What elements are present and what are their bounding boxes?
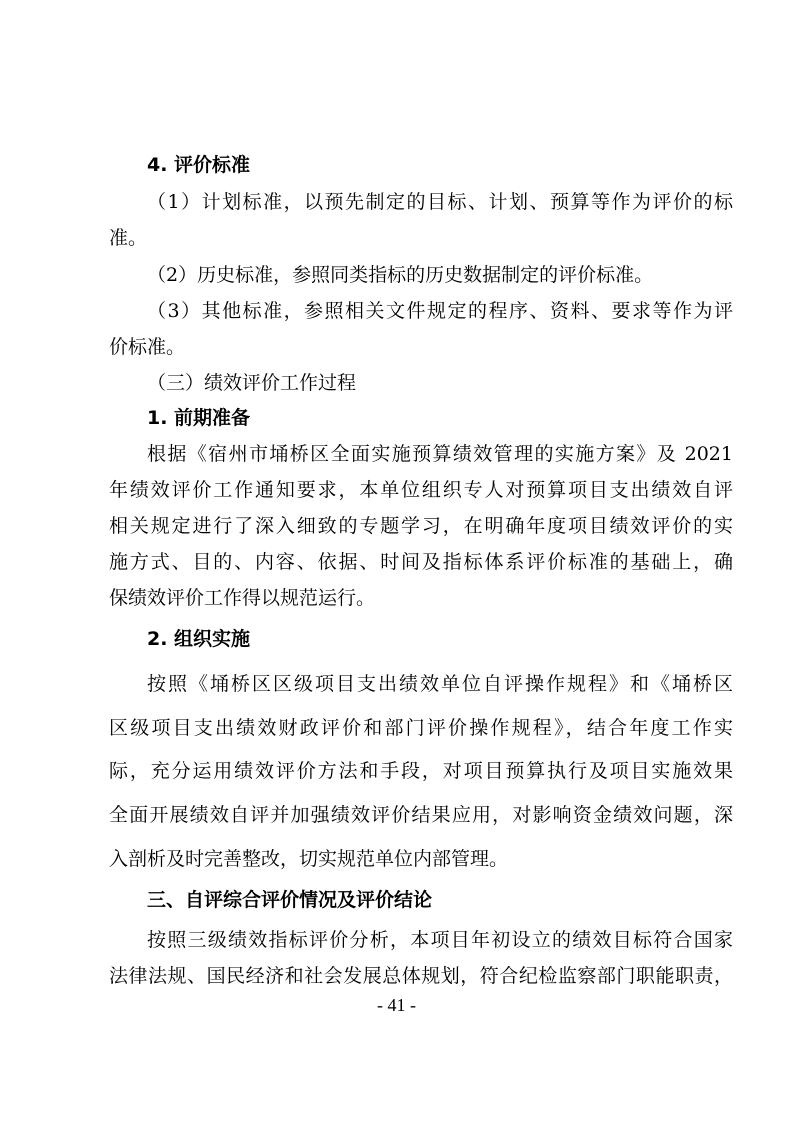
section-heading-preparation: 1. 前期准备 (147, 407, 251, 429)
paragraph-line: 入剖析及时完善整改，切实规范单位内部管理。 (109, 848, 509, 870)
paragraph-line: （2）历史标准，参照同类指标的历史数据制定的评价标准。 (147, 264, 654, 286)
paragraph-line: 区级项目支出绩效财政评价和部门评价操作规程》，结合年度工作实 (109, 717, 733, 739)
paragraph-line: 相关规定进行了深入细致的专题学习，在明确年度项目绩效评价的实 (109, 515, 733, 537)
section-heading-implementation: 2. 组织实施 (147, 628, 251, 650)
paragraph-line: 际，充分运用绩效评价方法和手段，对项目预算执行及项目实施效果 (109, 760, 733, 782)
paragraph-line: 法律法规、国民经济和社会发展总体规划，符合纪检监察部门职能职责， (109, 965, 733, 987)
section-heading-process: （三）绩效评价工作过程 (147, 372, 357, 394)
paragraph-line: 全面开展绩效自评并加强绩效评价结果应用，对影响资金绩效问题，深 (109, 804, 733, 826)
paragraph-line: 准。 (109, 227, 148, 249)
paragraph-line: （1）计划标准，以预先制定的目标、计划、预算等作为评价的标 (147, 191, 733, 213)
page-number: - 41 - (377, 995, 416, 1015)
section-heading-evaluation-standards: 4. 评价标准 (147, 154, 251, 176)
paragraph-line: 年绩效评价工作通知要求，本单位组织专人对预算项目支出绩效自评 (109, 479, 733, 501)
paragraph-line: 按照《埇桥区区级项目支出绩效单位自评操作规程》和《埇桥区 (147, 673, 733, 695)
paragraph-line: 根据《宿州市埇桥区全面实施预算绩效管理的实施方案》及 2021 (147, 443, 733, 465)
paragraph-line: 保绩效评价工作得以规范运行。 (109, 587, 376, 609)
paragraph-line: 价标准。 (109, 336, 186, 358)
paragraph-line: 按照三级绩效指标评价分析，本项目年初设立的绩效目标符合国家 (147, 929, 733, 951)
section-heading-conclusion: 三、自评综合评价情况及评价结论 (147, 889, 433, 911)
paragraph-line: （3）其他标准，参照相关文件规定的程序、资料、要求等作为评 (147, 300, 733, 322)
paragraph-line: 施方式、目的、内容、依据、时间及指标体系评价标准的基础上，确 (109, 551, 733, 573)
